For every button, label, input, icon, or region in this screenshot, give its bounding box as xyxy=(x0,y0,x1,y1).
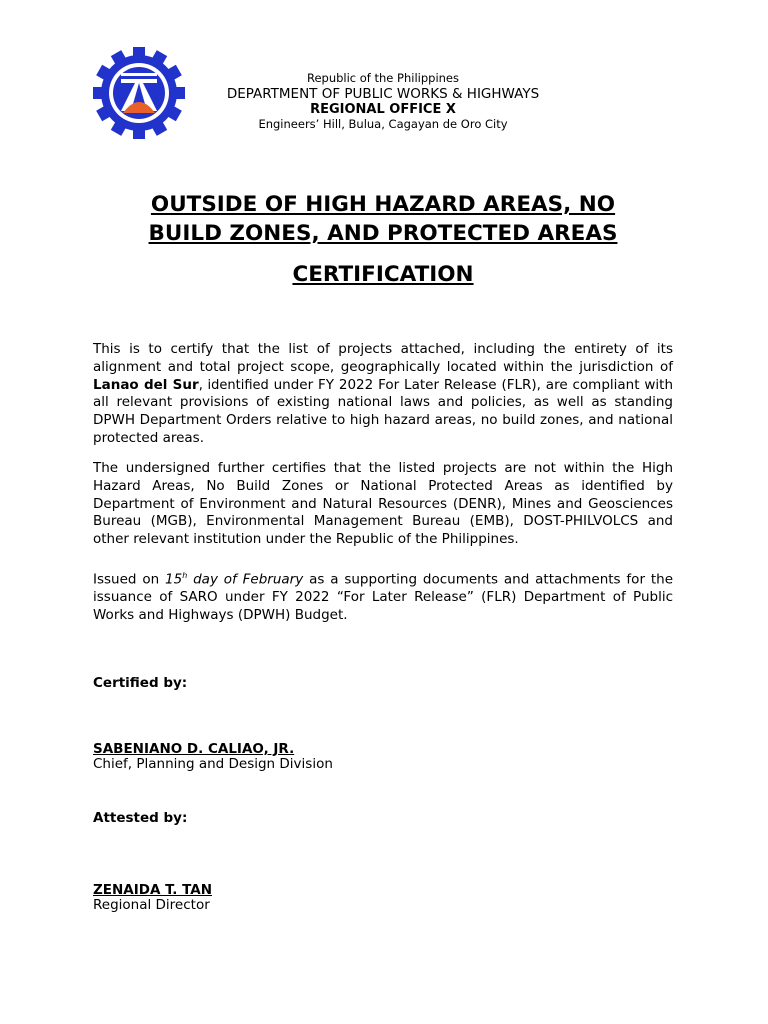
p3-sup: h xyxy=(182,571,188,580)
title-line-2: BUILD ZONES, AND PROTECTED AREAS xyxy=(148,221,618,246)
attested-by-label: Attested by: xyxy=(93,810,188,826)
certifier-position: Chief, Planning and Design Division xyxy=(93,756,333,772)
attester-position: Regional Director xyxy=(93,897,210,913)
department-name: DEPARTMENT OF PUBLIC WORKS & HIGHWAYS xyxy=(226,86,540,102)
document-subtitle: CERTIFICATION xyxy=(292,262,474,287)
document-title xyxy=(93,190,673,248)
p1-mid: , identified xyxy=(198,377,269,393)
regional-office: REGIONAL OFFICE X xyxy=(310,102,456,117)
republic-line: Republic of the Philippines xyxy=(306,71,460,85)
certifier-name: SABENIANO D. CALIAO, JR. xyxy=(93,741,295,757)
certified-by-label: Certified by: xyxy=(93,675,188,691)
office-address: Engineers’ Hill, Bulua, Cagayan de Oro City xyxy=(258,117,508,131)
paragraph-1 xyxy=(93,341,673,448)
p3-post: as a supporting documents and attachments for the issuance of SARO under FY 2022 “For Later Release” (FLR) Department of Public Works and Highways (DPWH) Budget. xyxy=(93,571,673,624)
title-line-1: OUTSIDE OF HIGH HAZARD AREAS, NO xyxy=(150,192,616,217)
p1-province: Lanao del Sur xyxy=(93,376,199,393)
p3-month: day of February xyxy=(187,571,304,588)
paragraph-2: The undersigned further certifies that the listed projects are not within the High Hazard Areas, No Build Zones or National Protected Areas as identified by Department of Environment and Natural Resources (DENR), Mines and Geosciences Bureau (MGB), Environmental Management Bureau (EMB), DOST-PHILVOLCS and other relevant institution under the Republic of the Philippines. xyxy=(93,460,673,548)
p3-day: 15 xyxy=(165,571,183,588)
letterhead xyxy=(200,71,566,131)
paragraph-3 xyxy=(93,567,673,625)
dpwh-logo-icon xyxy=(90,47,188,139)
p3-pre: Issued on xyxy=(93,571,165,588)
p1-pre: This is to certify that the list of projects attached, including the entirety of its alignment and total project scope, geographically located within the jurisdiction of xyxy=(93,341,673,375)
attester-name: ZENAIDA T. TAN xyxy=(93,882,213,898)
p1-post: under FY 2022 For Later Release (FLR), are compliant with all relevant provisions of existing national laws and policies, as well as standing DPWH Department Orders relative to high hazard areas, no build zones, and national protected areas. xyxy=(93,376,674,446)
